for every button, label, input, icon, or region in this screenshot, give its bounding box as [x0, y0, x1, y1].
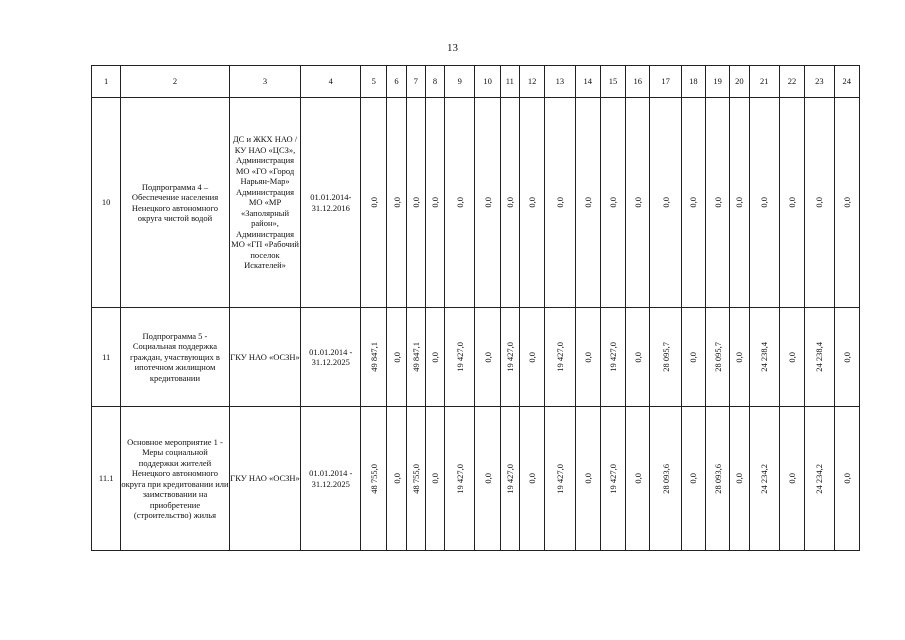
value-cell: 48 755,0 [410, 463, 421, 494]
value-cell: 0,0 [429, 197, 440, 208]
column-header: 24 [834, 66, 860, 98]
value-cell: 0,0 [482, 197, 493, 208]
value-cell: 0,0 [688, 197, 699, 208]
header-row [92, 66, 860, 98]
value-cell: 19 427,0 [504, 463, 515, 494]
row-name: Основное мероприятие 1 - Меры социальной поддержки жителей Ненецкого автономного округа при кредитовании или заимствовании на приобретение (строительство) жилья [121, 407, 229, 551]
value-cell: 19 427,0 [454, 463, 465, 494]
column-header: 9 [445, 66, 475, 98]
column-header: 11 [500, 66, 519, 98]
value-cell: 0,0 [734, 473, 745, 484]
value-cell: 49 847,1 [410, 342, 421, 372]
table-row [92, 98, 860, 308]
value-cell: 0,0 [841, 473, 852, 484]
value-cell: 0,0 [527, 473, 538, 484]
value-cell: 0,0 [368, 197, 379, 208]
column-header: 3 [229, 66, 301, 98]
row-name: Подпрограмма 4 – Обеспечение населения Ненецкого автономного округа чистой водой [121, 98, 229, 308]
row-period: 01.01.2014 - 31.12.2025 [301, 407, 361, 551]
row-number: 11 [92, 308, 121, 407]
column-header: 1 [92, 66, 121, 98]
row-period: 01.01.2014-31.12.2016 [301, 98, 361, 308]
column-header: 16 [626, 66, 650, 98]
row-executor: ГКУ НАО «ОСЗН» [229, 407, 301, 551]
value-cell: 0,0 [429, 351, 440, 363]
value-cell: 19 427,0 [454, 342, 465, 372]
value-cell: 28 093,6 [660, 463, 671, 494]
column-header: 12 [519, 66, 544, 98]
column-header: 22 [779, 66, 804, 98]
value-cell: 28 095,7 [712, 342, 723, 372]
column-header: 2 [121, 66, 229, 98]
value-cell: 24 234,2 [759, 463, 770, 494]
column-header: 10 [475, 66, 500, 98]
row-name: Подпрограмма 5 - Социальная поддержка граждан, участвующих в ипотечном жилищном кредитовании [121, 308, 229, 407]
table-row [92, 308, 860, 407]
column-header: 23 [805, 66, 834, 98]
row-executor: ГКУ НАО «ОСЗН» [229, 308, 301, 407]
column-header: 8 [425, 66, 444, 98]
value-cell: 0,0 [582, 351, 593, 363]
column-header: 6 [387, 66, 406, 98]
value-cell: 0,0 [841, 197, 852, 208]
value-cell: 19 427,0 [504, 342, 515, 372]
value-cell: 48 755,0 [368, 463, 379, 494]
value-cell: 28 093,6 [712, 463, 723, 494]
value-cell: 0,0 [632, 473, 643, 484]
value-cell: 0,0 [814, 197, 825, 208]
value-cell: 49 847,1 [368, 342, 379, 372]
column-header: 7 [406, 66, 425, 98]
row-number: 11.1 [92, 407, 121, 551]
column-header: 20 [730, 66, 749, 98]
value-cell: 0,0 [410, 197, 421, 208]
column-header: 17 [650, 66, 681, 98]
row-executor: ДС и ЖКХ НАО /КУ НАО «ЦСЗ», Администрация МО «ГО «Город Нарьян-Мар» Администрация МО «МР «Заполярный район», Администрация МО «ГП «Рабочий поселок Искателей» [229, 98, 301, 308]
column-header: 13 [545, 66, 575, 98]
value-cell: 0,0 [712, 197, 723, 208]
value-cell: 0,0 [582, 197, 593, 208]
column-header: 18 [681, 66, 705, 98]
value-cell: 0,0 [454, 197, 465, 208]
value-cell: 0,0 [660, 197, 671, 208]
value-cell: 0,0 [632, 351, 643, 363]
value-cell: 0,0 [504, 197, 515, 208]
value-cell: 0,0 [527, 197, 538, 208]
value-cell: 0,0 [391, 351, 402, 363]
value-cell: 0,0 [482, 351, 493, 363]
row-number: 10 [92, 98, 121, 308]
value-cell: 0,0 [632, 197, 643, 208]
value-cell: 0,0 [582, 473, 593, 484]
table-row [92, 407, 860, 551]
value-cell: 0,0 [841, 351, 852, 363]
value-cell: 0,0 [527, 351, 538, 363]
value-cell: 0,0 [554, 197, 565, 208]
column-header: 14 [575, 66, 600, 98]
value-cell: 0,0 [391, 473, 402, 484]
value-cell: 0,0 [759, 197, 770, 208]
program-table [91, 65, 860, 551]
value-cell: 0,0 [688, 351, 699, 363]
value-cell: 0,0 [734, 197, 745, 208]
value-cell: 19 427,0 [607, 463, 618, 494]
value-cell: 0,0 [734, 351, 745, 363]
column-header: 21 [749, 66, 779, 98]
value-cell: 0,0 [607, 197, 618, 208]
column-header: 15 [600, 66, 625, 98]
value-cell: 19 427,0 [554, 342, 565, 372]
value-cell: 0,0 [787, 351, 798, 363]
value-cell: 19 427,0 [607, 342, 618, 372]
column-header: 19 [706, 66, 730, 98]
value-cell: 0,0 [787, 473, 798, 484]
value-cell: 0,0 [429, 473, 440, 484]
page-number: 13 [447, 42, 458, 54]
value-cell: 24 234,2 [814, 463, 825, 494]
value-cell: 0,0 [482, 473, 493, 484]
value-cell: 24 238,4 [759, 342, 770, 372]
value-cell: 0,0 [688, 473, 699, 484]
value-cell: 19 427,0 [554, 463, 565, 494]
row-period: 01.01.2014 - 31.12.2025 [301, 308, 361, 407]
value-cell: 0,0 [787, 197, 798, 208]
column-header: 5 [361, 66, 387, 98]
value-cell: 0,0 [391, 197, 402, 208]
value-cell: 24 238,4 [814, 342, 825, 372]
column-header: 4 [301, 66, 361, 98]
value-cell: 28 095,7 [660, 342, 671, 372]
